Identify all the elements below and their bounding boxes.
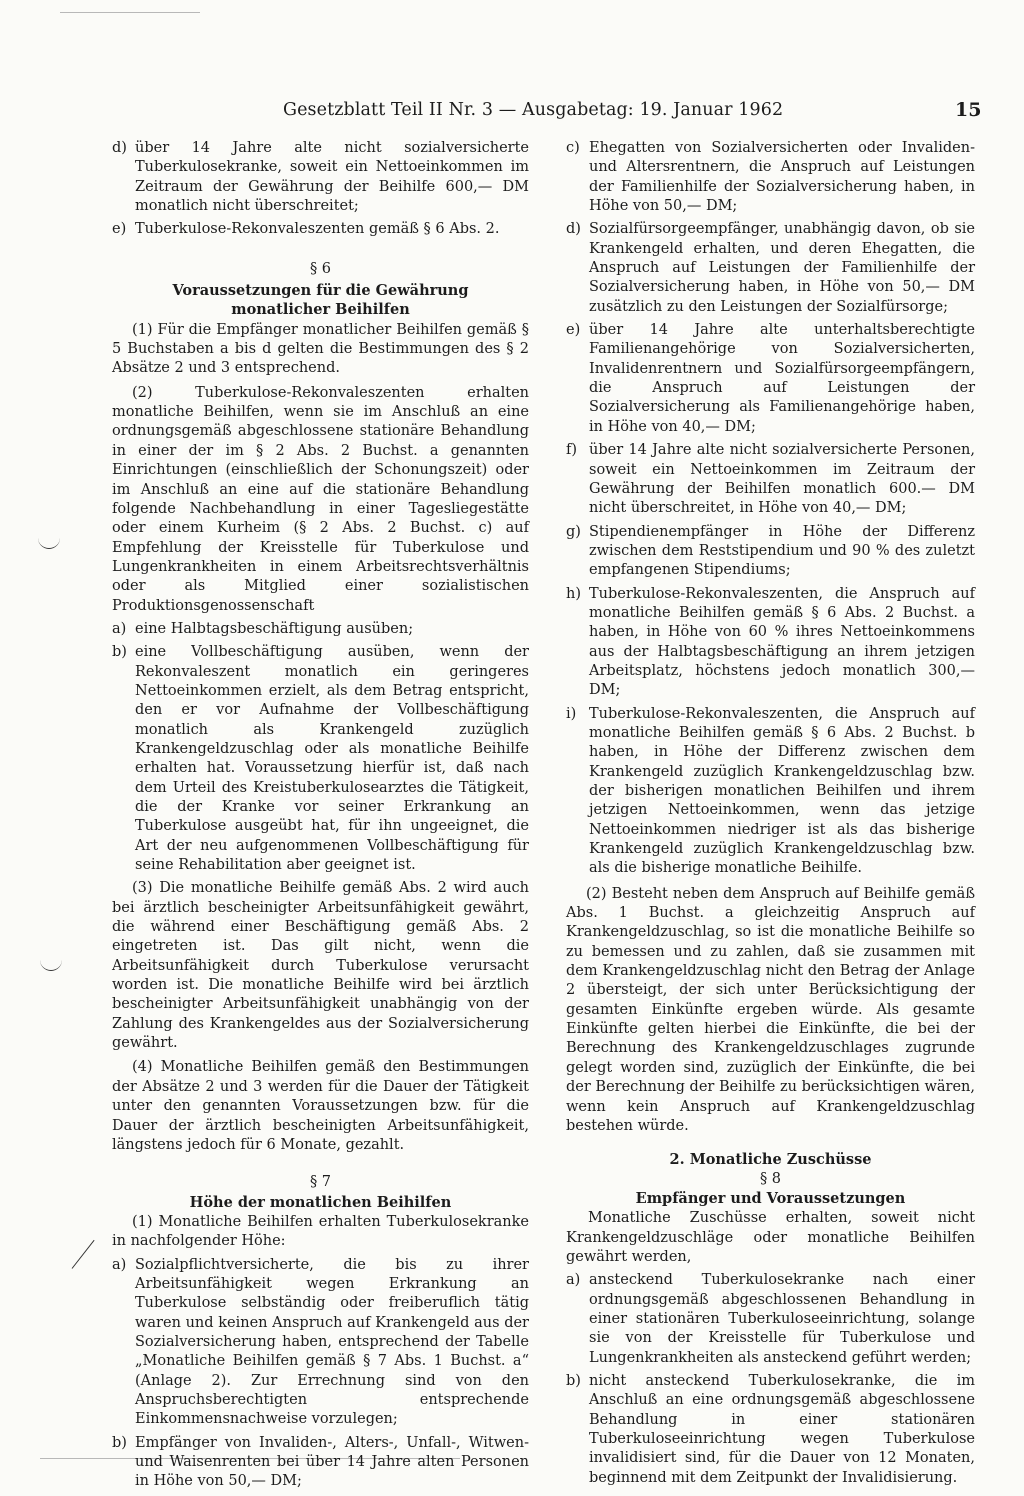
list-item (112, 620, 529, 639)
paragraph: Monatliche Zuschüsse erhalten, soweit nicht Krankengeldzuschläge oder monatliche Beihilfen gewährt werden, (566, 1210, 975, 1265)
list-item (566, 321, 975, 437)
page-header (0, 100, 1024, 126)
page-number: 15 (955, 99, 982, 121)
paragraph: (2) Besteht neben dem Anspruch auf Beihilfe gemäß Abs. 1 Buchst. a gleichzeitig Anspruch auf Krankengeldzuschlag, so ist die monatliche Beihilfe so zu bemessen und zu zahlen, daß sie zusammen mit dem Krankengeldzuschlag nicht den Betrag der Anlage 2 übersteigt, der sich unter Berücksichtigung der gesamten Einkünfte ergeben würde. Als gesamte Einkünfte gelten hierbei die Einkünfte, die bei der Berechnung des Krankengeldzuschlages zugrunde gelegt worden sind, zuzüglich der Einkünfte, die bei der Berechnung der Beihilfe zu berücksichtigen wären, wenn kein Anspruch auf Krankengeldzuschlag bestehen würde. (566, 885, 975, 1134)
item-label: d) (566, 221, 581, 238)
item-text: ansteckend Tuberkulosekranke nach einer ordnungsgemäß abgeschlossenen Behandlung in einer stationären Tuberkuloseeinrichtung, solange sie von der Kreisstelle für Tuberkulose und Lungenkrankheiten als ansteckend geführt werden; (589, 1272, 975, 1366)
item-label: f) (566, 442, 578, 459)
item-text: Tuberkulose-Rekonvaleszenten, die Anspruch auf monatliche Beihilfen gemäß § 6 Abs. 2 Buchst. a haben, in Höhe von 60 % ihres Nettoeinkommens aus der Halbtagsbeschäftigung an ihrem jetzigen Arbeitsplatz, höchstens jedoch monatlich 300,— DM; (589, 585, 975, 699)
section-number-7: § 7 (309, 1174, 332, 1191)
section-title-6-line2: monatlicher Beihilfen (231, 301, 410, 319)
item-text: Empfänger von Invaliden-, Alters-, Unfall-, Witwen- und Waisenrenten bei über 14 Jahre alten Personen in Höhe von 50,— DM; (135, 1434, 529, 1490)
item-text: Stipendienempfänger in Höhe der Differenz zwischen dem Reststipendium und 90 % des zuletzt empfangenen Stipendiums; (589, 523, 975, 579)
list-item (566, 1271, 975, 1368)
margin-mark-1 (38, 538, 60, 549)
header-title: Gesetzblatt Teil II Nr. 3 — Ausgabetag: 19. Januar 1962 (283, 100, 784, 120)
right-column (566, 139, 975, 1492)
item-label: b) (566, 1372, 581, 1389)
item-text: Ehegatten von Sozialversicherten oder Invaliden- und Altersrentnern, die Anspruch auf Leistungen der Familienhilfe der Sozialversicherung haben, in Höhe von 50,— DM; (589, 140, 975, 215)
item-label: h) (566, 585, 581, 602)
paragraph: (4) Monatliche Beihilfen gemäß den Bestimmungen der Absätze 2 und 3 werden für die Dauer der Tätigkeit unter den genannten Voraussetzungen bzw. für die Dauer der ärztlich bescheinigten Arbeitsunfähigkeit, längstens jedoch für 6 Monate, gezahlt. (112, 1059, 529, 1153)
item-label: e) (112, 221, 127, 238)
item-text: eine Vollbeschäftigung ausüben, wenn der Rekonvaleszent monatlich ein geringeres Nettoeinkommen erzielt, als dem Betrag entspricht, den er vor Aufnahme der Vollbeschäftigung monatlich als Krankengeld zuzüglich Krankengeldzuschlag oder als monatliche Beihilfe erhalten hat. Voraussetzung hierfür ist, daß nach dem Urteil des Kreistuberkulosearztes die Tätigkeit, die der Kranke vor seiner Erkrankung an Tuberkulose ausgeübt hat, für ihn ungeeignet, die Art der neu aufgenommenen Vollbeschäftigung für seine Rehabilitation aber geeignet ist. (135, 644, 529, 874)
margin-mark-2 (40, 960, 62, 971)
item-label: e) (566, 322, 581, 339)
list-item (112, 220, 529, 239)
item-text: eine Halbtagsbeschäftigung ausüben; (135, 620, 414, 637)
list-item (566, 705, 975, 879)
paragraph: (2) Tuberkulose-Rekonvaleszenten erhalten monatliche Beihilfen, wenn sie im Anschluß an eine ordnungsgemäß abgeschlossene stationäre Behandlung in einer der im § 2 Abs. 2 Buchst. a genannten Einrichtungen (einschließlich der Schonungszeit) oder im Anschluß an eine auf die stationäre Behandlung folgende Nachbehandlung in einer Tagesliegestätte oder einem Kurheim (§ 2 Abs. 2 Buchst. c) auf Empfehlung der Kreisstelle für Tuberkulose und Lungenkrankheiten in einem Arbeitsrechtsverhältnis oder als Mitglied einer sozialistischen Produktionsgenossenschaft (112, 384, 529, 614)
part-heading: 2. Monatliche Zuschüsse (669, 1151, 872, 1169)
list-item (566, 523, 975, 581)
item-text: nicht ansteckend Tuberkulosekranke, die im Anschluß an eine ordnungsgemäß abgeschlossene Behandlung in einer stationären Tuberkuloseeinrichtung wegen Tuberkulose invalidisiert sind, für die Dauer von 12 Monaten, beginnend mit dem Zeitpunkt der Invalidisierung. (589, 1372, 975, 1486)
section-number-6: § 6 (309, 260, 332, 277)
list-item (112, 139, 529, 216)
item-text: Tuberkulose-Rekonvaleszenten gemäß § 6 Abs. 2. (135, 221, 500, 238)
item-text: Tuberkulose-Rekonvaleszenten, die Anspruch auf monatliche Beihilfen gemäß § 6 Abs. 2 Buchst. b haben, in Höhe der Differenz zwischen dem Krankengeld zuzüglich Krankengeldzuschlag bzw. der bisherigen monatlichen Beihilfen und ihrem jetzigen Nettoeinkommen, wenn das jetzige Nettoeinkommen niedriger ist als das bisherige Krankengeld zuzüglich Krankengeldzuschlag bzw. als die bisherige monatliche Beihilfe. (589, 705, 975, 877)
section-number-8: § 8 (759, 1170, 782, 1187)
item-label: i) (566, 705, 577, 722)
item-text: über 14 Jahre alte nicht sozialversicherte Personen, soweit ein Nettoeinkommen im Zeitraum der Gewährung der Beihilfen monatlich 600.— DM nicht überschreitet, in Höhe von 40,— DM; (589, 442, 975, 517)
margin-stroke (72, 1240, 95, 1269)
paragraph: (3) Die monatliche Beihilfe gemäß Abs. 2 wird auch bei ärztlich bescheinigter Arbeitsunfähigkeit gewährt, die während einer Beschäftigung gemäß Abs. 2 eingetreten ist. Das gilt nicht, wenn die Arbeitsunfähigkeit durch Tuberkulose verursacht worden ist. Die monatliche Beihilfe wird bei ärztlich bescheinigter Arbeitsunfähigkeit unabhängig von der Zahlung des Krankengeldes aus der Sozialversicherung gewährt. (112, 880, 529, 1052)
paragraph: (1) Monatliche Beihilfen erhalten Tuberkulosekranke in nachfolgender Höhe: (112, 1213, 529, 1250)
list-item (566, 1372, 975, 1488)
item-label: a) (112, 620, 127, 637)
section-title-7: Höhe der monatlichen Beihilfen (189, 1193, 452, 1211)
item-label: a) (112, 1256, 127, 1273)
section-title-8: Empfänger und Voraussetzungen (635, 1189, 906, 1207)
section-title-6-line1: Voraussetzungen für die Gewährung (172, 282, 469, 300)
item-label: a) (566, 1272, 581, 1289)
list-item (566, 441, 975, 518)
item-label: b) (112, 1434, 127, 1451)
list-item (566, 585, 975, 701)
item-text: über 14 Jahre alte nicht sozialversicherte Tuberkulosekranke, soweit ein Nettoeinkommen im Zeitraum der Gewährung der Beihilfe 600,— DM monatlich nicht überschreitet; (135, 140, 529, 215)
item-label: d) (112, 140, 127, 156)
list-item (566, 220, 975, 317)
item-text: Sozialpflichtversicherte, die bis zu ihrer Arbeitsunfähigkeit wegen Erkrankung an Tuberkulose selbständig oder freiberuflich tätig waren und keinen Anspruch auf Krankengeld aus der Sozialversicherung haben, entsprechend der Tabelle „Monatliche Beihilfen gemäß § 7 Abs. 1 Buchst. a“ (Anlage 2). Zur Errechnung sind von den Anspruchsberechtigten entsprechende Einkommensnachweise vorzulegen; (135, 1256, 529, 1428)
paragraph: (1) Für die Empfänger monatlicher Beihilfen gemäß § 5 Buchstaben a bis d gelten die Bestimmungen des § 2 Absätze 2 und 3 entsprechend. (112, 321, 529, 377)
item-label: g) (566, 523, 581, 540)
list-item (112, 1256, 529, 1430)
item-label: b) (112, 644, 127, 661)
scan-artifact-top (60, 12, 200, 13)
list-item (112, 1434, 529, 1492)
list-item (566, 139, 975, 216)
item-text: über 14 Jahre alte unterhaltsberechtigte Familienangehörige von Sozialversicherten, Invalidenrentnern und Sozialfürsorgeempfängern, die Anspruch auf Leistungen der Sozialversicherung als Familienangehörige haben, in Höhe von 40,— DM; (589, 322, 975, 435)
left-column (112, 139, 529, 1496)
item-text: Sozialfürsorgeempfänger, unabhängig davon, ob sie Krankengeld erhalten, und deren Ehegatten, die Anspruch auf Leistungen der Familienhilfe der Sozialversicherung haben, in Höhe von 50,— DM zusätzlich zu den Leistungen der Sozialfürsorge; (589, 221, 975, 315)
list-item (112, 643, 529, 875)
item-label: c) (566, 140, 580, 156)
